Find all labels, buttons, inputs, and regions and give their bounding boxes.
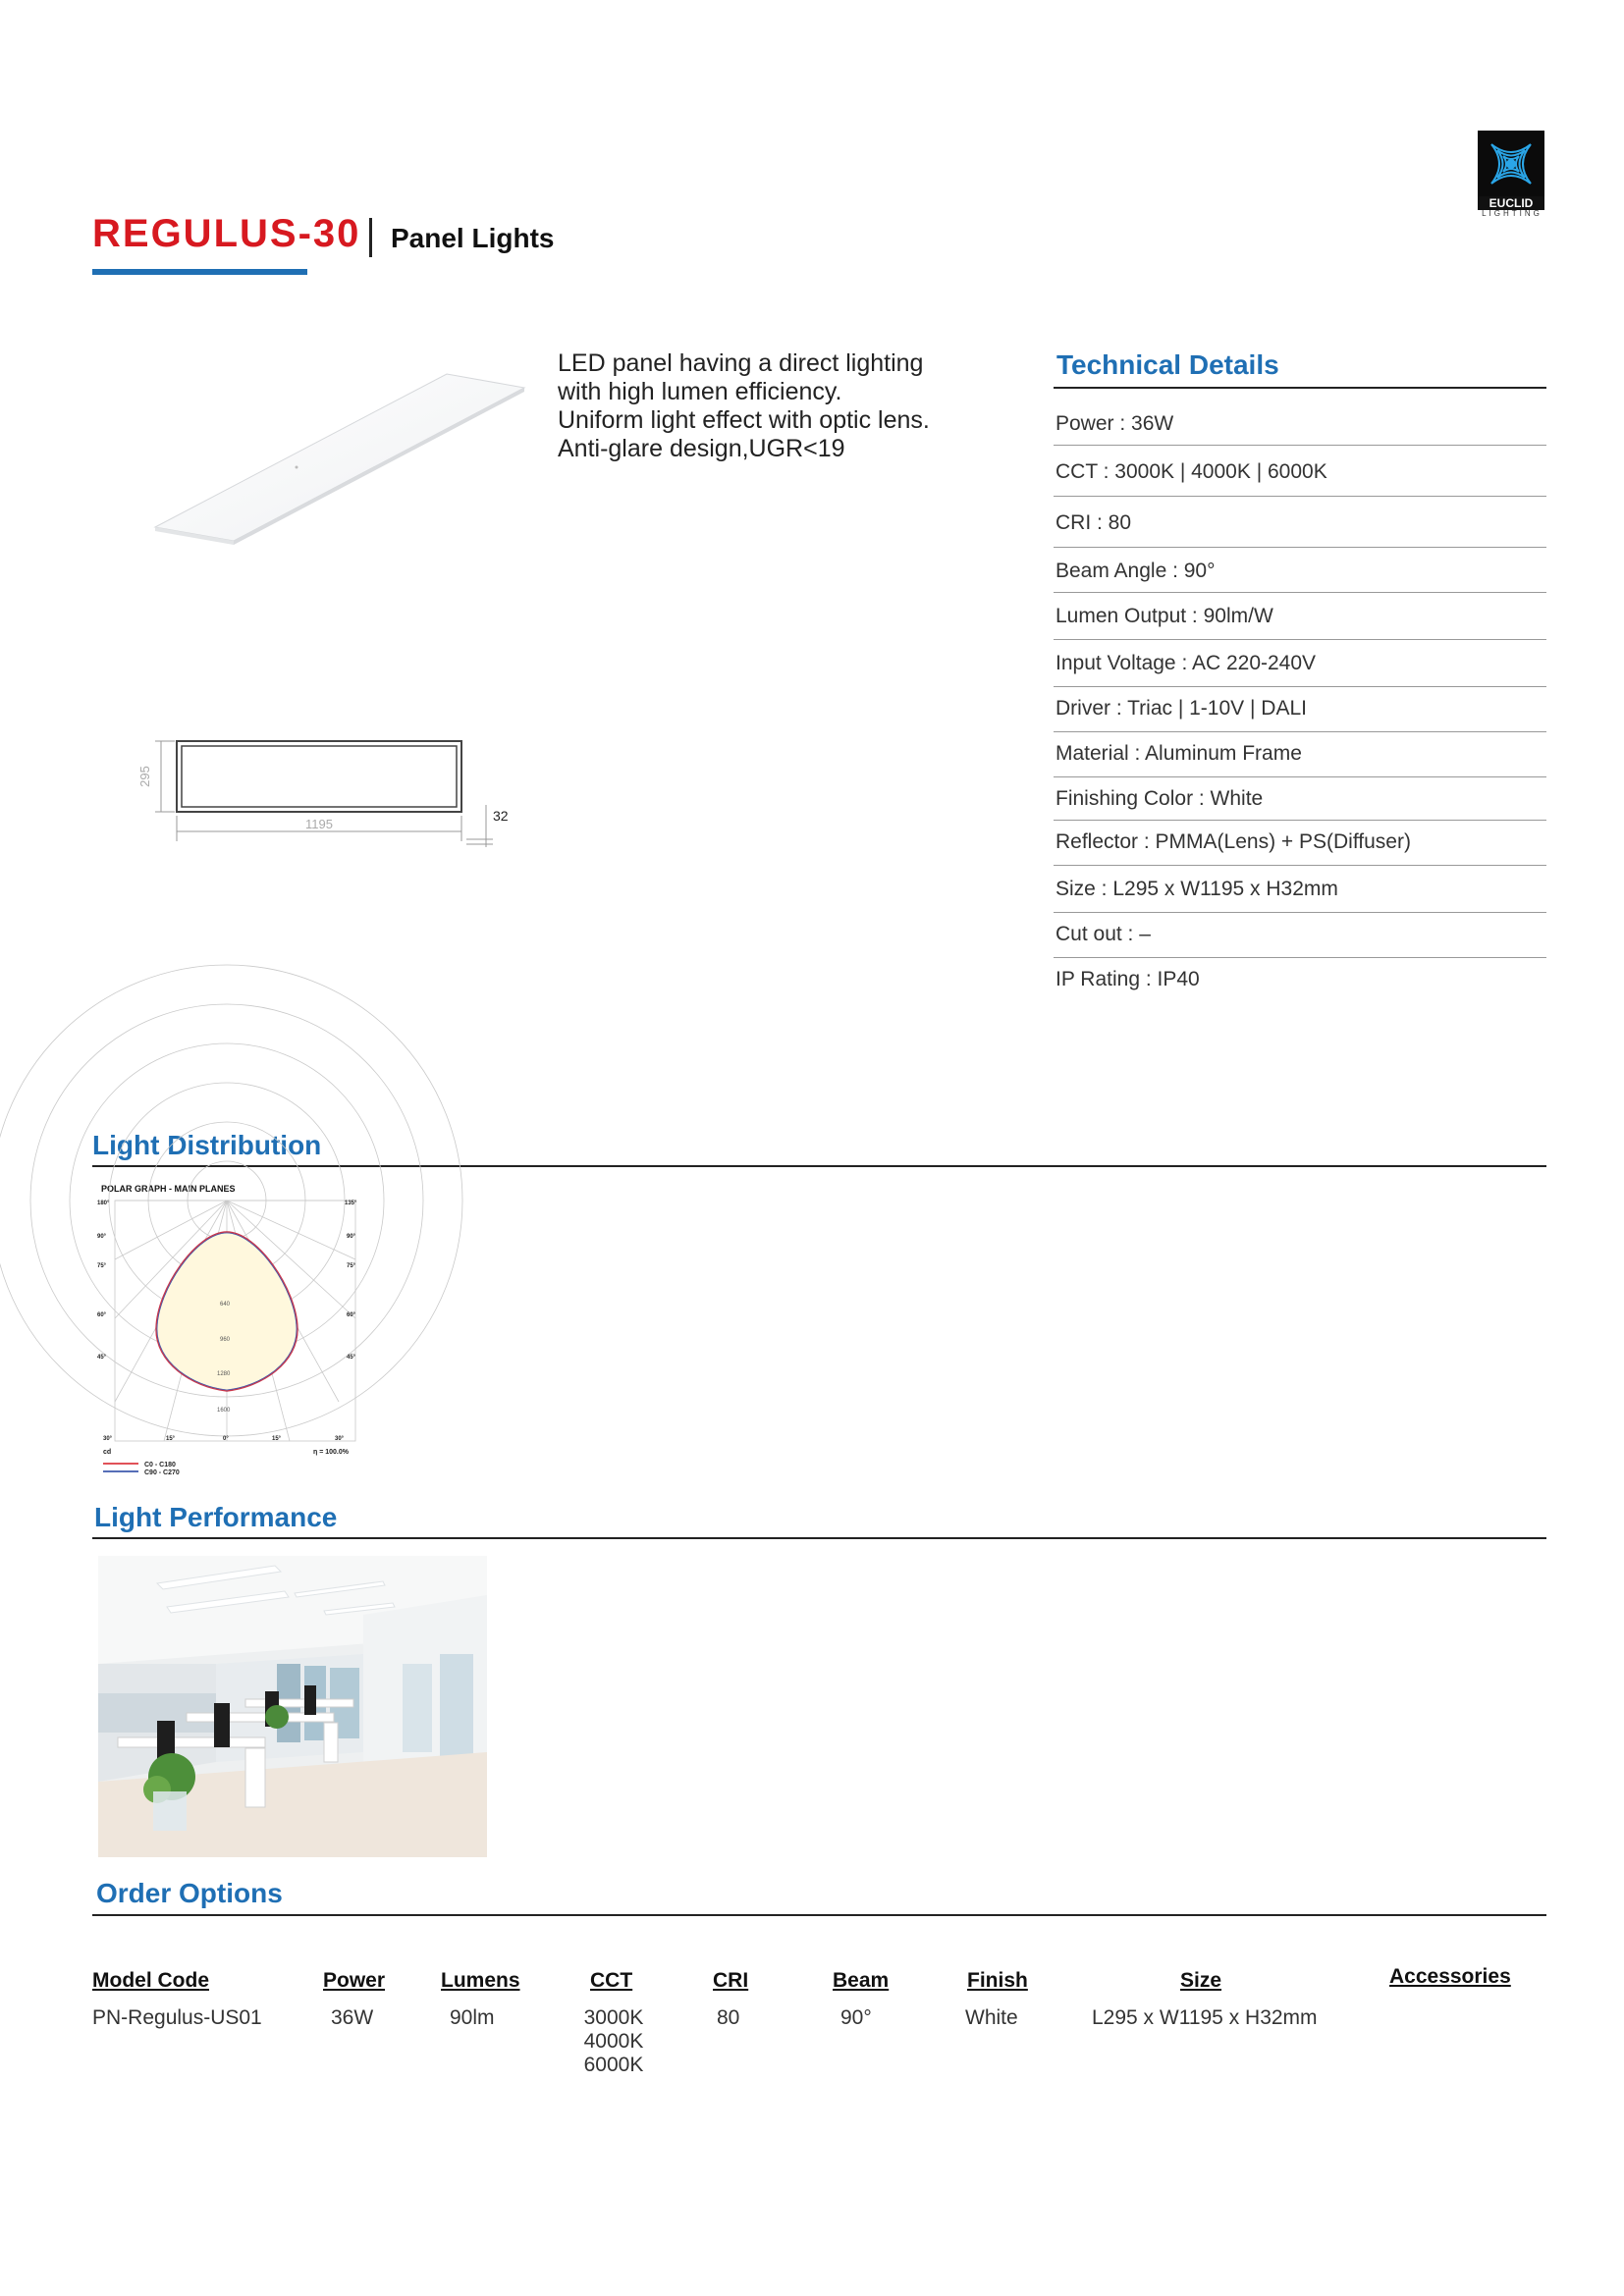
- spec-driver: Driver : Triac | 1-10V | DALI: [1056, 697, 1307, 720]
- spec-row: [1054, 497, 1546, 548]
- spec-ip-rating: IP Rating : IP40: [1056, 968, 1200, 990]
- col-cct: CCT: [590, 1969, 633, 1992]
- spec-power: Power : 36W: [1056, 412, 1174, 435]
- spec-size: Size : L295 x W1195 x H32mm: [1056, 878, 1338, 900]
- angle-label: 15°: [166, 1436, 176, 1442]
- spec-row: [1054, 777, 1546, 821]
- spec-row: [1054, 640, 1546, 687]
- angle-label: 45°: [347, 1355, 356, 1361]
- dim-height-label: 295: [137, 766, 152, 787]
- spec-row: [1054, 913, 1546, 958]
- ring-label: 960: [220, 1337, 231, 1343]
- row-power: 36W: [331, 2006, 374, 2029]
- order-options-rule: [92, 1914, 1546, 1916]
- row-cri: 80: [717, 2006, 740, 2029]
- dimension-drawing: [128, 731, 509, 859]
- spec-row: [1054, 446, 1546, 497]
- spec-row: [1054, 389, 1546, 446]
- spec-cri: CRI : 80: [1056, 511, 1132, 534]
- angle-label: 30°: [335, 1436, 345, 1442]
- col-lumens: Lumens: [441, 1969, 520, 1992]
- spec-finishing-color: Finishing Color : White: [1056, 787, 1264, 810]
- header-divider: [369, 218, 372, 257]
- light-performance-title: Light Performance: [94, 1502, 338, 1532]
- light-distribution-title: Light Distribution: [92, 1130, 322, 1160]
- ring-label: 1280: [217, 1371, 231, 1377]
- col-beam: Beam: [833, 1969, 890, 1992]
- col-finish: Finish: [967, 1969, 1028, 1992]
- brand-subtitle: LIGHTING: [1482, 209, 1543, 218]
- spec-reflector: Reflector : PMMA(Lens) + PS(Diffuser): [1056, 830, 1411, 853]
- header-underline: [92, 269, 307, 275]
- spec-row: [1054, 821, 1546, 866]
- legend-c0-label: C0 - C180: [144, 1462, 176, 1468]
- dim-width-label: 1195: [305, 817, 333, 831]
- angle-label: 75°: [97, 1263, 107, 1269]
- polar-graph: [95, 1181, 361, 1477]
- spec-lumen-output: Lumen Output : 90lm/W: [1056, 605, 1273, 627]
- angle-label: 75°: [347, 1263, 356, 1269]
- col-size: Size: [1180, 1969, 1222, 1992]
- row-cct-value: 6000K: [583, 2054, 644, 2076]
- product-description: [558, 349, 990, 463]
- angle-label: 135°: [345, 1201, 357, 1206]
- row-cct: [579, 2006, 648, 2077]
- light-performance-rule: [92, 1537, 1546, 1539]
- angle-label: 180°: [97, 1201, 110, 1206]
- dim-depth-label: 32: [493, 808, 509, 824]
- row-beam: 90°: [840, 2006, 872, 2029]
- spec-beam-angle: Beam Angle : 90°: [1056, 560, 1216, 582]
- technical-details-title: Technical Details: [1056, 349, 1279, 380]
- legend-c90-label: C90 - C270: [144, 1469, 180, 1476]
- row-lumens: 90lm: [450, 2006, 495, 2029]
- angle-label: 60°: [347, 1312, 356, 1318]
- spec-input-voltage: Input Voltage : AC 220-240V: [1056, 652, 1317, 674]
- polar-graph-title: POLAR GRAPH - MAIN PLANES: [101, 1184, 236, 1194]
- angle-label: 90°: [347, 1234, 356, 1240]
- row-model-code: PN-Regulus-US01: [92, 2006, 262, 2029]
- spec-row: [1054, 593, 1546, 640]
- spec-row: [1054, 548, 1546, 593]
- description-line: LED panel having a direct lighting: [558, 349, 924, 377]
- spec-cct: CCT : 3000K | 4000K | 6000K: [1056, 460, 1327, 483]
- spec-row: [1054, 732, 1546, 777]
- polar-unit: cd: [103, 1449, 112, 1456]
- angle-label: 45°: [97, 1355, 107, 1361]
- description-line: Uniform light effect with optic lens.: [558, 406, 930, 434]
- logo-mark-icon: [1478, 131, 1544, 197]
- brand-logo: [1478, 131, 1544, 197]
- spec-material: Material : Aluminum Frame: [1056, 742, 1302, 765]
- angle-label: 30°: [103, 1436, 113, 1442]
- brand-name: EUCLID: [1478, 196, 1544, 210]
- order-options-title: Order Options: [96, 1878, 283, 1908]
- ring-label: 1600: [217, 1408, 231, 1414]
- description-line: with high lumen efficiency.: [558, 378, 842, 405]
- office-photo: [98, 1556, 487, 1857]
- product-image: [147, 358, 530, 550]
- description-line: Anti-glare design,UGR<19: [558, 435, 845, 462]
- angle-label: 0°: [223, 1436, 229, 1442]
- row-cct-value: 3000K: [583, 2006, 644, 2029]
- col-cri: CRI: [713, 1969, 749, 1992]
- col-power: Power: [323, 1969, 386, 1992]
- spec-row: [1054, 687, 1546, 732]
- polar-efficiency: η = 100.0%: [313, 1449, 349, 1456]
- angle-label: 90°: [97, 1234, 107, 1240]
- row-cct-value: 4000K: [583, 2030, 644, 2053]
- angle-label: 15°: [272, 1436, 282, 1442]
- spec-row: [1054, 866, 1546, 913]
- product-category: Panel Lights: [391, 223, 555, 253]
- spec-cut-out: Cut out : –: [1056, 923, 1151, 945]
- row-finish: White: [965, 2006, 1018, 2029]
- col-model-code: Model Code: [92, 1969, 209, 1992]
- light-distribution-rule: [92, 1165, 1546, 1167]
- product-name: REGULUS-30: [92, 212, 361, 255]
- angle-label: 60°: [97, 1312, 107, 1318]
- ring-label: 640: [220, 1302, 231, 1308]
- row-size: L295 x W1195 x H32mm: [1092, 2006, 1318, 2029]
- col-accessories: Accessories: [1389, 1965, 1511, 1988]
